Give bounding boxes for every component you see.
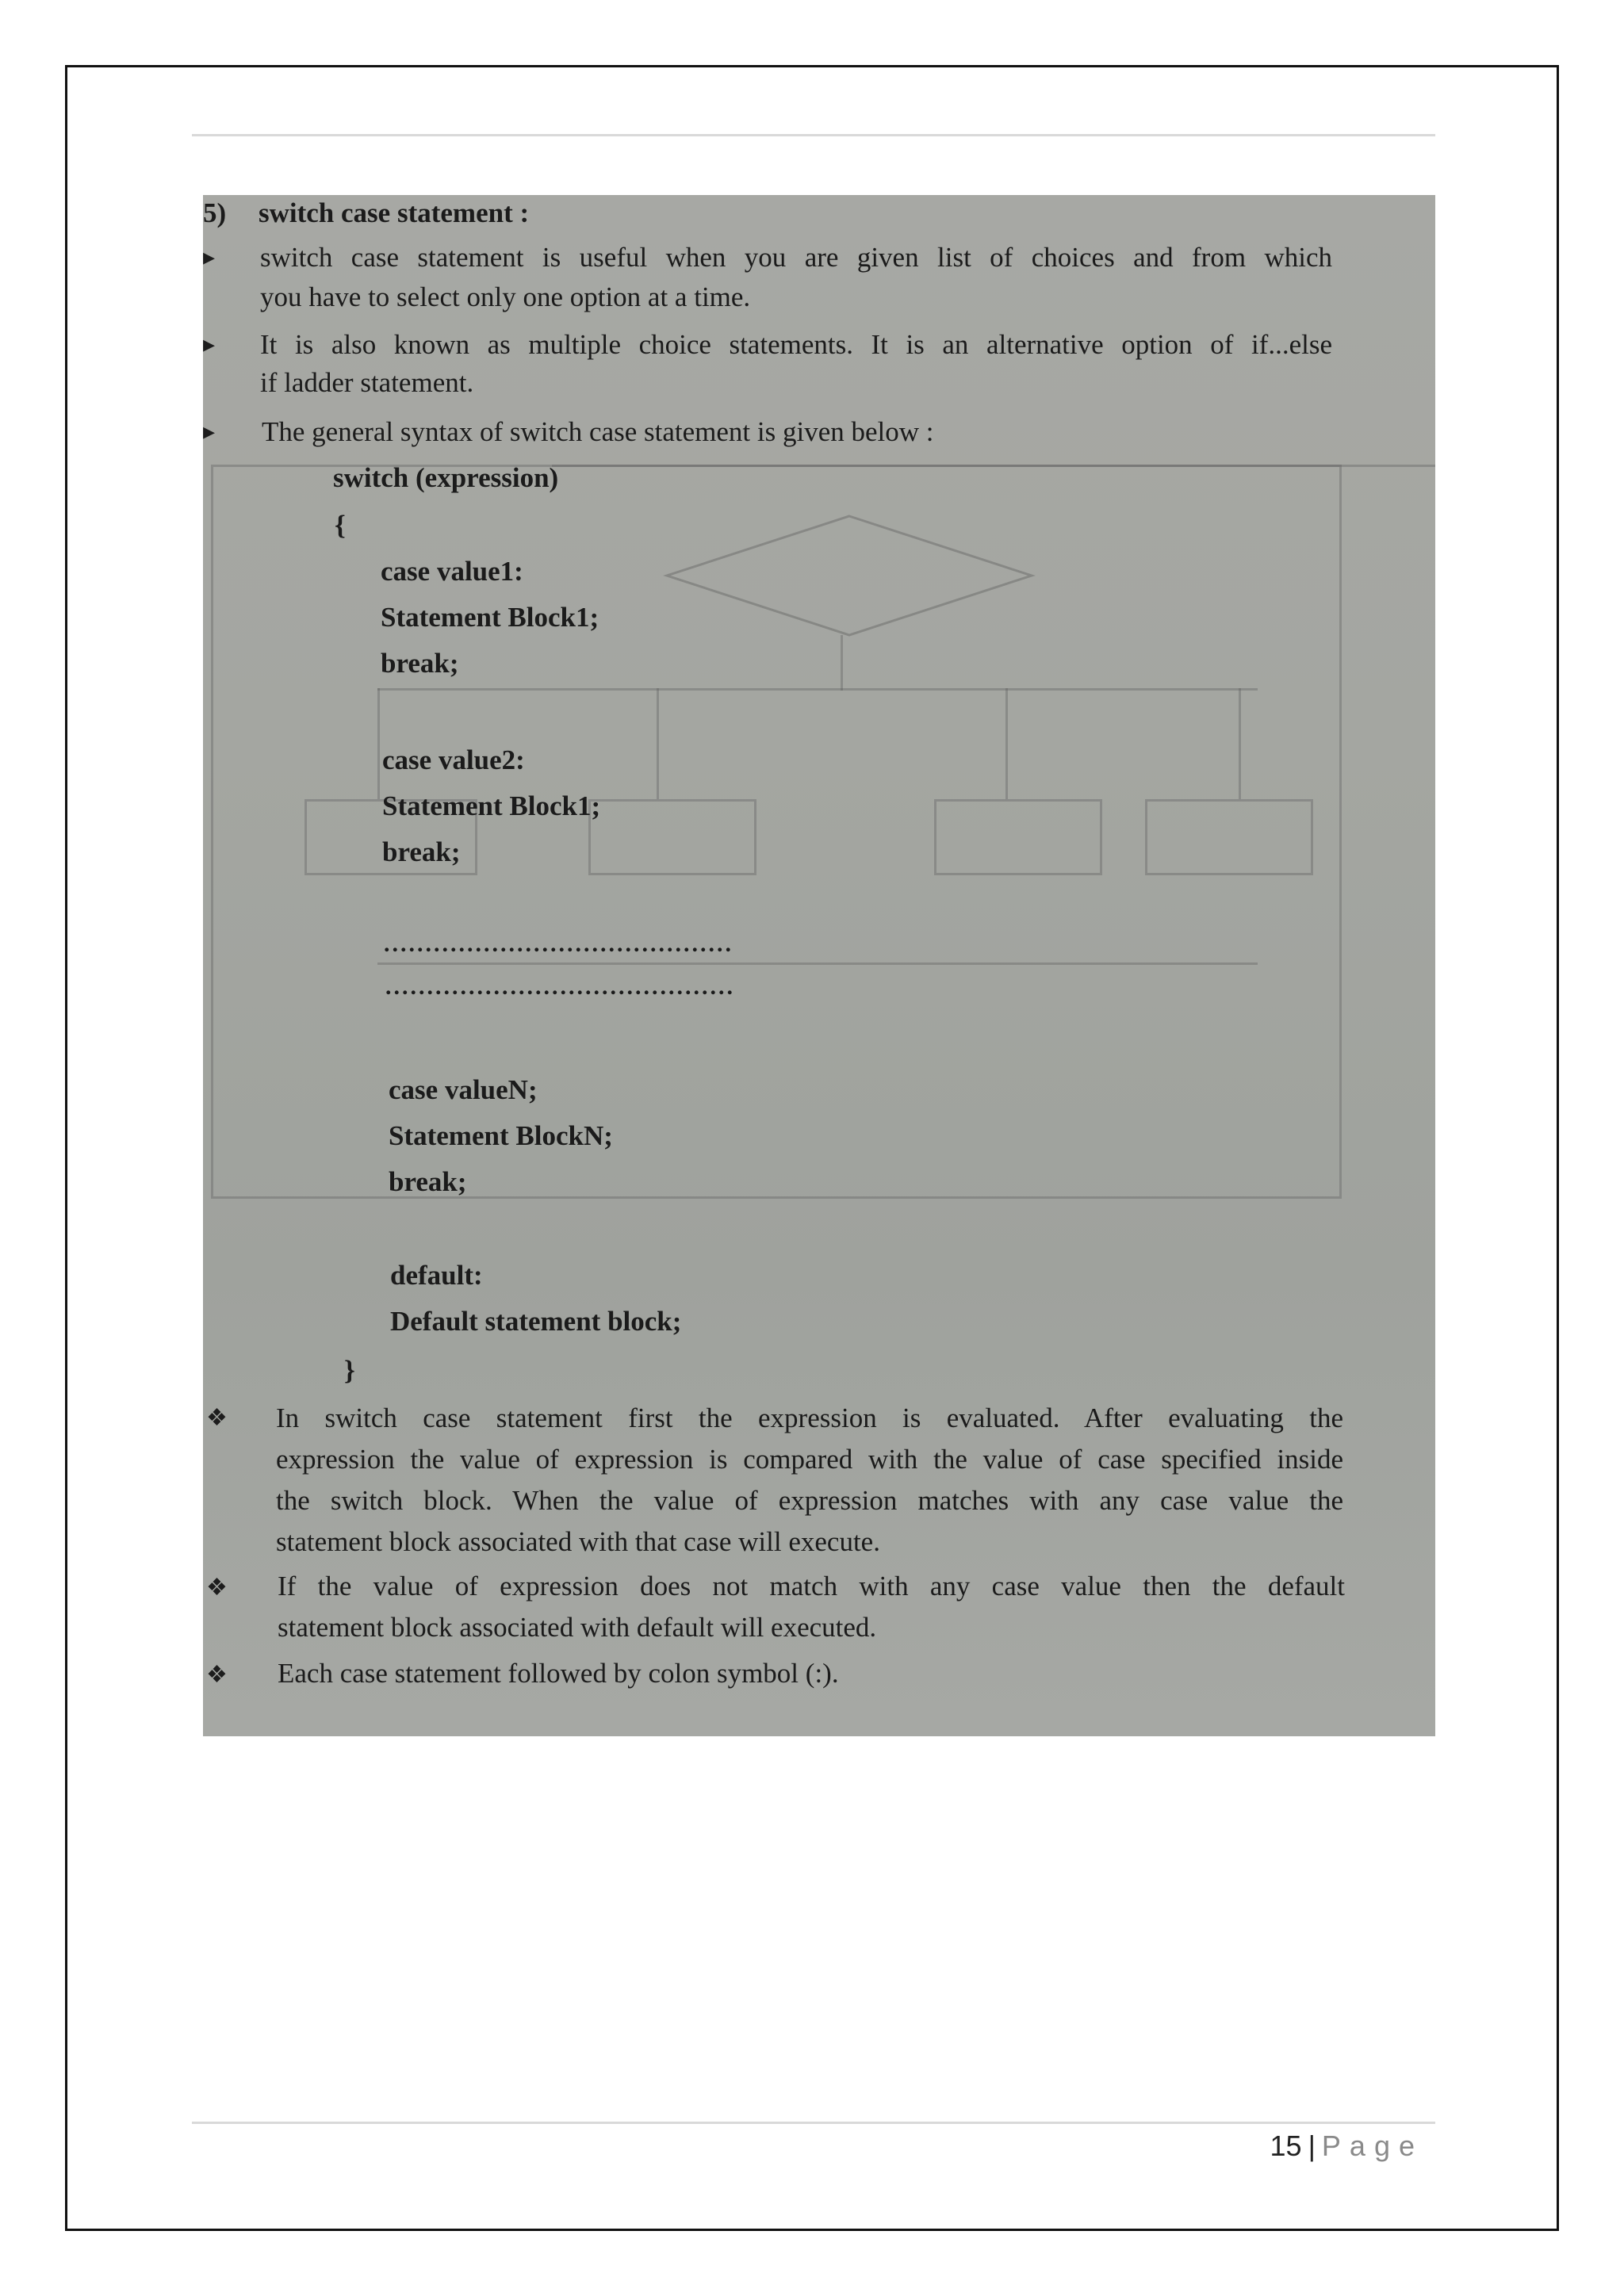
ghost-branch-rule — [377, 688, 1258, 691]
case2-statement: Statement Block1; — [382, 790, 601, 821]
ghost-bottom-rule — [377, 962, 1258, 965]
caseN-label: case valueN; — [389, 1074, 538, 1105]
explain-bullet-1-line-3: the switch block. When the value of expression matches with any case value the — [276, 1485, 1343, 1516]
ghost-branch-3 — [1005, 688, 1008, 799]
diamond-bullet-icon: ❖ — [206, 1405, 228, 1431]
intro-bullet-2-line-2: if ladder statement. — [260, 367, 474, 398]
arrow-bullet-icon: ▸ — [203, 419, 216, 445]
syntax-ellipsis-1: .......................................... — [384, 931, 733, 957]
syntax-open-brace: { — [335, 510, 346, 541]
page-footer — [1269, 2130, 1423, 2163]
ghost-box-2 — [588, 799, 756, 875]
footer-rule — [192, 2122, 1435, 2124]
diamond-bullet-icon: ❖ — [206, 1662, 228, 1688]
case2-label: case value2: — [382, 744, 525, 775]
page-word: Page — [1321, 2130, 1423, 2162]
caseN-statement: Statement BlockN; — [389, 1120, 613, 1151]
case1-label: case value1: — [381, 556, 523, 587]
syntax-close-brace: } — [344, 1355, 355, 1386]
section-title: switch case statement : — [259, 197, 530, 228]
ghost-stem — [841, 635, 843, 691]
default-label: default: — [390, 1260, 483, 1291]
arrow-bullet-icon: ▸ — [203, 331, 216, 358]
intro-bullet-1-line-2: you have to select only one option at a time. — [260, 281, 751, 312]
explain-bullet-3-line-1: Each case statement followed by colon symbol (:). — [278, 1658, 839, 1689]
diamond-bullet-icon: ❖ — [206, 1575, 228, 1601]
page-number: 15 — [1270, 2130, 1302, 2162]
explain-bullet-2-line-1: If the value of expression does not match with any case value then the default — [278, 1571, 1345, 1601]
case2-break: break; — [382, 836, 461, 867]
intro-bullet-3-line-1: The general syntax of switch case statement is given below : — [262, 416, 934, 447]
syntax-header: switch (expression) — [333, 462, 559, 493]
intro-bullet-2-line-1: It is also known as multiple choice statements. It is an alternative option of if...else — [260, 329, 1332, 360]
explain-bullet-1-line-1: In switch case statement first the expression is evaluated. After evaluating the — [276, 1402, 1343, 1433]
explain-bullet-1-line-2: expression the value of expression is compared with the value of case specified inside — [276, 1444, 1343, 1475]
arrow-bullet-icon: ▸ — [203, 244, 216, 270]
case1-statement: Statement Block1; — [381, 602, 599, 633]
case1-break: break; — [381, 648, 459, 679]
ghost-box-4 — [1145, 799, 1313, 875]
ghost-branch-1 — [377, 688, 380, 799]
default-statement: Default statement block; — [390, 1306, 682, 1337]
ghost-box-3 — [934, 799, 1102, 875]
header-rule — [192, 134, 1435, 136]
ghost-branch-2 — [657, 688, 659, 799]
textbook-photo — [203, 195, 1435, 1736]
intro-bullet-1-line-1: switch case statement is useful when you are given list of choices and from which — [260, 242, 1332, 273]
explain-bullet-2-line-2: statement block associated with default will executed. — [278, 1612, 877, 1643]
syntax-ellipsis-2: .......................................... — [385, 974, 735, 1000]
ghost-decision-diamond — [663, 512, 1036, 639]
explain-bullet-1-line-4: statement block associated with that case will execute. — [276, 1526, 880, 1557]
caseN-break: break; — [389, 1166, 467, 1197]
section-number: 5) — [203, 197, 227, 228]
page-separator: | — [1308, 2130, 1316, 2162]
ghost-branch-4 — [1239, 688, 1241, 799]
